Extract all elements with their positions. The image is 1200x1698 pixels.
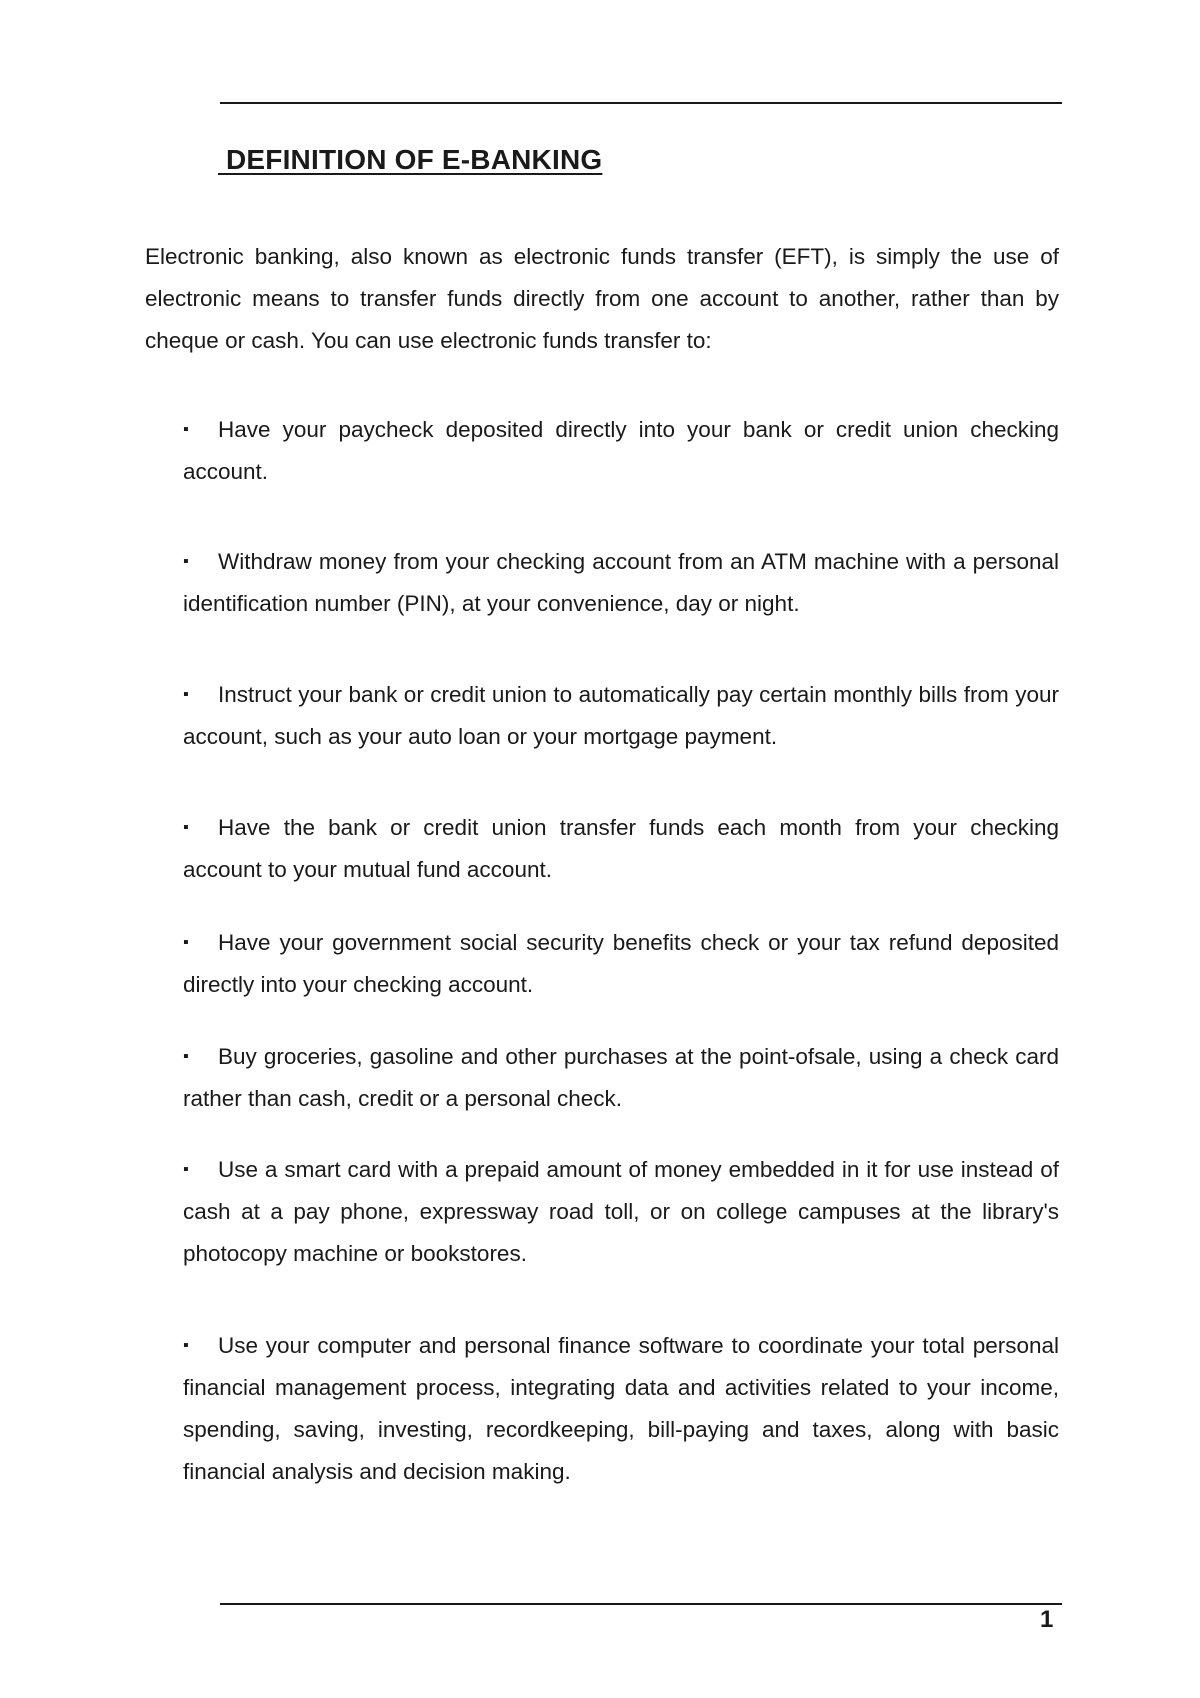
bullet-icon: ▪ (183, 553, 189, 570)
list-item (183, 541, 1059, 625)
header-rule (220, 102, 1062, 104)
bullet-icon: ▪ (183, 1337, 189, 1354)
intro-paragraph: Electronic banking, also known as electronic funds transfer (EFT), is simply the use of electronic means to transfer funds directly from one account to another, rather than by cheque or cash. You can use electronic funds transfer to: (145, 244, 1059, 353)
list-item-text: Use your computer and personal finance software to coordinate your total personal financial management process, integrating data and activities related to your income, spending, saving, investing, recordkeeping, bill-paying and taxes, along with basic financial analysis and decision making. (183, 1333, 1059, 1484)
list-item-text: Have the bank or credit union transfer funds each month from your checking account to your mutual fund account. (183, 815, 1059, 882)
footer-rule (220, 1603, 1062, 1605)
bullet-icon: ▪ (183, 1048, 189, 1065)
list-item (183, 807, 1059, 891)
list-item-text: Buy groceries, gasoline and other purchases at the point-ofsale, using a check card rather than cash, credit or a personal check. (183, 1044, 1059, 1111)
list-item-text: Have your paycheck deposited directly into your bank or credit union checking account. (183, 417, 1059, 484)
list-item-text: Withdraw money from your checking account from an ATM machine with a personal identification number (PIN), at your convenience, day or night. (183, 549, 1059, 616)
bullet-icon: ▪ (183, 421, 189, 438)
page-title: DEFINITION OF E-BANKING (218, 144, 603, 175)
page-number: 1 (1040, 1606, 1054, 1633)
bullet-icon: ▪ (183, 1161, 189, 1178)
bullet-icon: ▪ (183, 819, 189, 836)
list-item (183, 674, 1059, 758)
bullet-icon: ▪ (183, 686, 189, 703)
list-item (183, 1149, 1059, 1275)
bullet-icon: ▪ (183, 934, 189, 951)
list-item (183, 922, 1059, 1006)
list-item-text: Have your government social security benefits check or your tax refund deposited directly into your checking account. (183, 930, 1059, 997)
list-item (183, 1036, 1059, 1120)
list-item-text: Use a smart card with a prepaid amount of money embedded in it for use instead of cash at a pay phone, expressway road toll, or on college campuses at the library's photocopy machine or bookstores. (183, 1157, 1059, 1266)
list-item (183, 1325, 1059, 1493)
list-item (183, 409, 1059, 493)
list-item-text: Instruct your bank or credit union to automatically pay certain monthly bills from your account, such as your auto loan or your mortgage payment. (183, 682, 1059, 749)
